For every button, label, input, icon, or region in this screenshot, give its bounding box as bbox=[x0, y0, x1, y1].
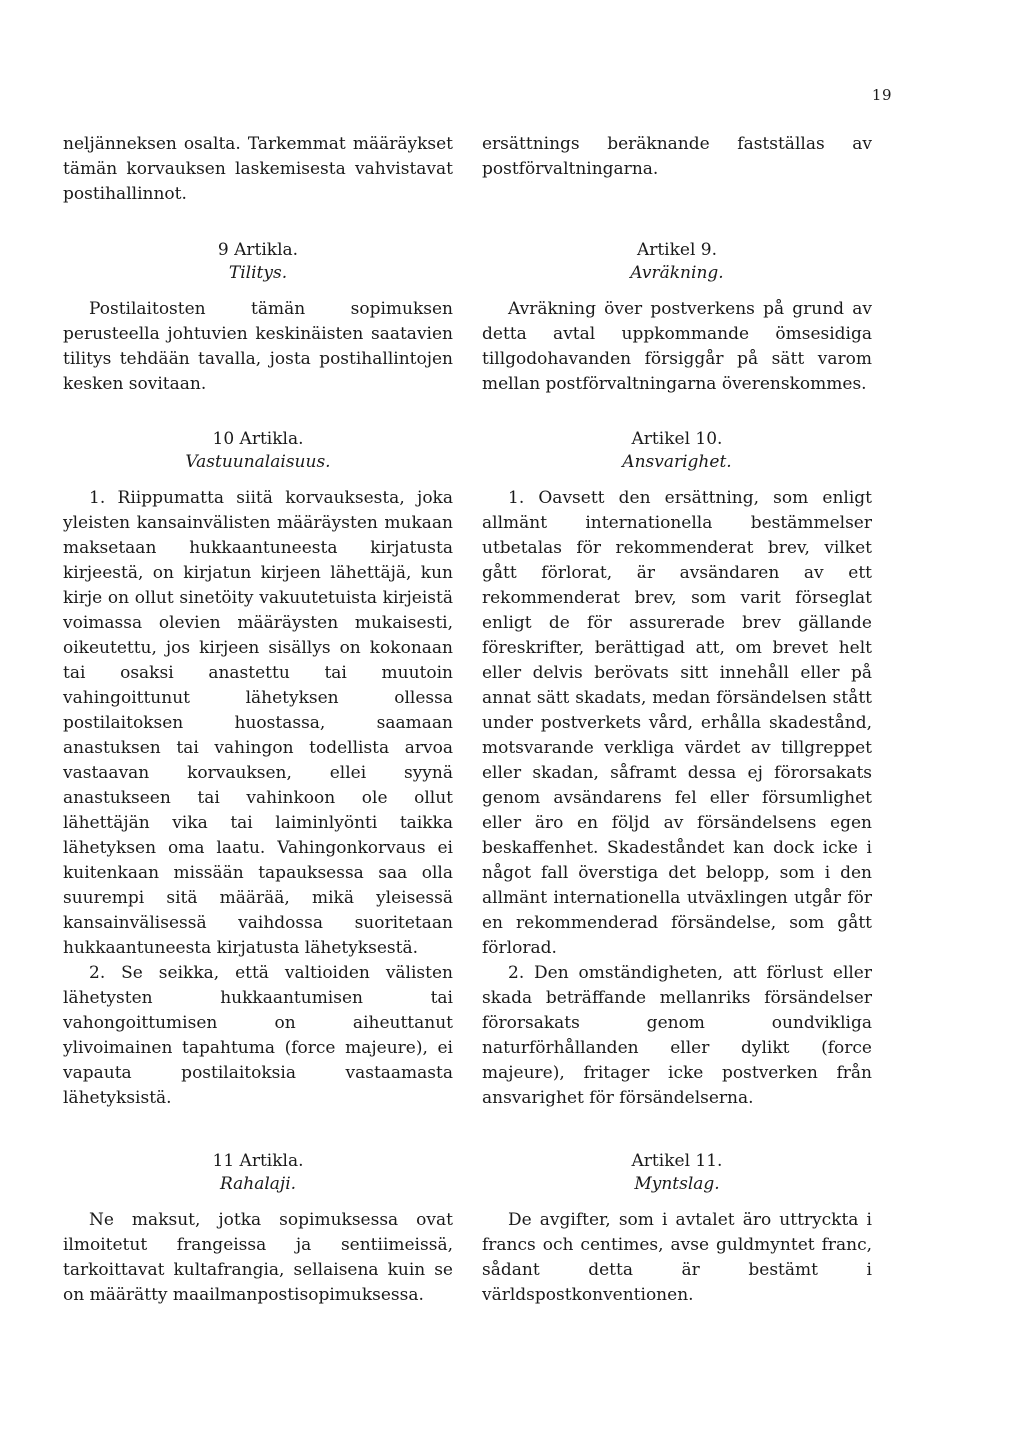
sv-art11-body: De avgifter, som i avtalet äro uttryckta i francs och centimes, avse guldmyntet franc, sådant detta är bestämt i världspostkonventionen. bbox=[482, 1210, 872, 1305]
sv-art10-subheading: Ansvarighet. bbox=[622, 452, 732, 472]
sv-intro-text: ersättnings beräknande fastställas av postförvaltningarna. bbox=[482, 134, 872, 179]
fi-art11-subheading: Rahalaji. bbox=[219, 1174, 297, 1194]
sv-article-9 bbox=[482, 239, 872, 397]
fi-art9-body: Postilaitosten tämän sopimuksen perusteella johtuvien keskinäisten saatavien tilitys tehdään tavalla, josta postihallintojen kesken sovitaan. bbox=[63, 299, 453, 394]
sv-article-10 bbox=[482, 428, 872, 1111]
fi-art10-paragraph-1: 1. Riippumatta siitä korvauksesta, joka yleisten kansainvälisten määräysten mukaan maksetaan hukkaantuneesta kirjatusta kirjeestä, on kirjatun kirjeen lähettäjä, kun kirje on ollut sinetöity vakuutetuista kirjeistä voimassa olevien määräysten mukaisesti, oikeutettu, jos kirjeen sisällys on kokonaan tai osaksi anastettu tai muutoin vahingoittunut lähetyksen ollessa postilaitoksen huostassa, saamaan anastuksen tai vahingon todellista arvoa vastaavan korvauksen, ellei syynä anastukseen tai vahinkoon ole ollut lähettäjän vika tai laiminlyönti taikka lähetyksen oma laatu. Vahingonkorvaus ei kuitenkaan missään tapauksessa saa olla suurempi sitä määrää, mikä yleisessä kansainvälisessä vaihdossa suoritetaan hukkaantuneesta kirjatusta lähetyksestä. bbox=[63, 488, 453, 958]
page-number: 19 bbox=[871, 86, 892, 104]
fi-article-10 bbox=[63, 428, 453, 1111]
sv-art10-heading: Artikel 10. bbox=[631, 429, 723, 449]
fi-art9-heading: 9 Artikla. bbox=[217, 240, 299, 260]
sv-intro-block bbox=[482, 132, 872, 182]
fi-art10-paragraph-2: 2. Se seikka, että valtioiden välisten lähetysten hukkaantumisen tai vahongoittumisen on aiheuttanut ylivoimainen tapahtuma (force majeure), ei vapauta postilaitoksia vastaamasta lähetyksistä. bbox=[63, 963, 453, 1108]
sv-art9-subheading: Avräkning. bbox=[630, 263, 724, 283]
fi-art10-subheading: Vastuunalaisuus. bbox=[185, 452, 331, 472]
fi-intro-block bbox=[63, 132, 453, 207]
sv-article-11 bbox=[482, 1150, 872, 1308]
sv-art10-paragraph-2: 2. Den omständigheten, att förlust eller skada beträffande mellanriks försändelser förorsakats genom oundvikliga naturförhållanden eller dylikt (force majeure), fritager icke postverken från ansvarighet för försändelserna. bbox=[482, 963, 872, 1108]
fi-article-9 bbox=[63, 239, 453, 397]
fi-art11-heading: 11 Artikla. bbox=[212, 1151, 304, 1171]
fi-art9-subheading: Tilitys. bbox=[228, 263, 288, 283]
fi-article-11 bbox=[63, 1150, 453, 1308]
sv-art9-heading: Artikel 9. bbox=[636, 240, 718, 260]
fi-art11-body: Ne maksut, jotka sopimuksessa ovat ilmoitetut frangeissa ja sentiimeissä, tarkoittavat kultafrangia, sellaisena kuin se on määrätty maailmanpostisopimuksessa. bbox=[63, 1210, 453, 1305]
sv-art11-heading: Artikel 11. bbox=[631, 1151, 723, 1171]
sv-art9-body: Avräkning över postverkens på grund av detta avtal uppkommande ömsesidiga tillgodohavanden försiggår på sätt varom mellan postförvaltningarna överenskommes. bbox=[482, 299, 872, 394]
fi-art10-heading: 10 Artikla. bbox=[212, 429, 304, 449]
sv-art11-subheading: Myntslag. bbox=[634, 1174, 720, 1194]
sv-art10-paragraph-1: 1. Oavsett den ersättning, som enligt allmänt internationella bestämmelser utbetalas för rekommenderat brev, vilket gått förlorat, är avsändaren av ett rekommenderat brev, som varit förseglat enligt de för assurerade brev gällande föreskrifter, berättigad att, om brevet helt eller delvis berövats sitt innehåll eller på annat sätt skadats, medan försändelsen stått under postverkets vård, erhålla skadestånd, motsvarande verkliga värdet av tillgreppet eller skadan, såframt dessa ej förorsakats genom avsändarens fel eller försumlighet eller äro en följd av försändelsens egen beskaffenhet. Skadeståndet kan dock icke i något fall överstiga det belopp, som i den allmänt internationella utväxlingen utgår för en rekommenderad försändelse, som gått förlorad. bbox=[482, 488, 872, 958]
fi-intro-text: neljänneksen osalta. Tarkemmat määräykset tämän korvauksen laskemisesta vahvistavat postihallinnot. bbox=[63, 134, 453, 204]
